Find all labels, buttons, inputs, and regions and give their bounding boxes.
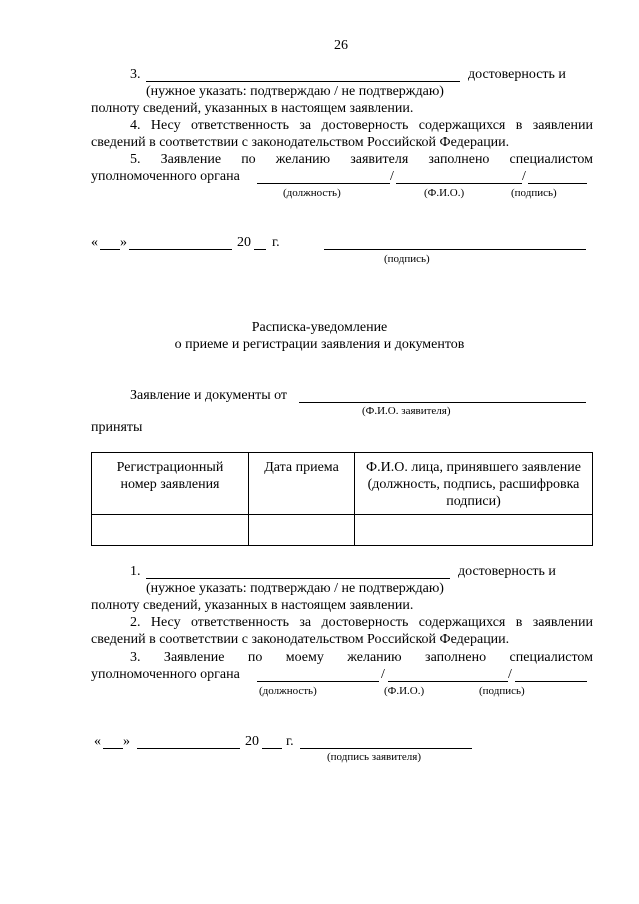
item-2-line1: 2. Несу ответственность за достоверность содержащихся в заявлении — [130, 615, 593, 630]
item-1-number: 1. — [130, 564, 141, 579]
slash-3: / — [381, 667, 385, 682]
item-2-line2: сведений в соответствии с законодательством Российской Федерации. — [91, 632, 510, 647]
signature-blank-line-2 — [515, 681, 587, 682]
receipt-title: Расписка-уведомление — [251, 320, 388, 335]
date-year-line — [254, 249, 266, 250]
item-3-number: 3. — [130, 67, 141, 82]
signature-line-label: (подпись) — [384, 253, 430, 265]
item-3b-line1: 3. Заявление по моему желанию заполнено специалистом — [130, 650, 593, 665]
from-text: Заявление и документы от — [130, 388, 288, 403]
date-year-2: 20 — [245, 734, 259, 749]
receipt-subtitle: о приеме и регистрации заявления и документов — [174, 337, 465, 352]
applicant-signature-label: (подпись заявителя) — [327, 751, 422, 763]
registration-table — [91, 452, 593, 546]
date-year-line-2 — [262, 748, 282, 749]
header-date — [249, 453, 355, 515]
date-year: 20 — [237, 235, 251, 250]
item-1-tail: достоверность и — [458, 564, 556, 579]
position-blank-line-2 — [257, 681, 379, 682]
applicant-signature-line — [300, 748, 472, 749]
item-3-continuation: полноту сведений, указанных в настоящем заявлении. — [91, 101, 414, 116]
signature-label: (подпись) — [511, 187, 557, 199]
fio-blank-line-2 — [388, 681, 508, 682]
date-month-line-2 — [137, 748, 240, 749]
item-1-continuation: полноту сведений, указанных в настоящем заявлении. — [91, 598, 414, 613]
signature-blank-line — [528, 183, 587, 184]
date-day-line-2 — [103, 748, 123, 749]
slash-1: / — [390, 169, 394, 184]
header-reg-number — [92, 453, 249, 515]
position-blank-line — [257, 183, 390, 184]
fio-label: (Ф.И.О.) — [424, 187, 465, 199]
date-day-line — [100, 249, 120, 250]
header-receiver — [355, 453, 593, 515]
item-3b-line2: уполномоченного органа — [91, 667, 240, 682]
date-month-line — [129, 249, 232, 250]
date-open-quote-2: « — [94, 734, 101, 749]
date-close-quote-2: » — [123, 734, 130, 749]
cell-receiver — [355, 515, 593, 546]
date-close-quote: » — [120, 235, 127, 250]
page-number: 26 — [334, 38, 348, 53]
item-4-line2: сведений в соответствии с законодательством Российской Федерации. — [91, 135, 510, 150]
position-label: (должность) — [283, 187, 341, 199]
item-5-line1: 5. Заявление по желанию заявителя заполнено специалистом — [130, 152, 593, 167]
table-header-row — [92, 453, 593, 515]
accepted-text: приняты — [91, 420, 143, 435]
from-label: (Ф.И.О. заявителя) — [362, 405, 451, 417]
fio-blank-line — [396, 183, 522, 184]
header-date-text: Дата приема — [264, 460, 339, 475]
slash-4: / — [508, 667, 512, 682]
item-4-line1: 4. Несу ответственность за достоверность содержащихся в заявлении — [130, 118, 593, 133]
header-reg-number-text: Регистрационный номер заявления — [116, 460, 224, 492]
date-year-suffix-2: г. — [286, 734, 294, 749]
item-3-tail: достоверность и — [468, 67, 566, 82]
item-1-blank-line — [146, 578, 450, 579]
date-open-quote: « — [91, 235, 98, 250]
item-3-hint: (нужное указать: подтверждаю / не подтверждаю) — [146, 84, 444, 99]
from-blank-line — [299, 402, 586, 403]
cell-date — [249, 515, 355, 546]
header-receiver-text: Ф.И.О. лица, принявшего заявление (должность, подпись, расшифровка подписи) — [366, 460, 581, 509]
table-row — [92, 515, 593, 546]
item-3-blank-line — [146, 81, 460, 82]
position-label-2: (должность) — [259, 685, 317, 697]
cell-reg-number — [92, 515, 249, 546]
date-year-suffix: г. — [272, 235, 280, 250]
signature-label-2: (подпись) — [479, 685, 525, 697]
signature-line — [324, 249, 586, 250]
slash-2: / — [522, 169, 526, 184]
item-5-line2: уполномоченного органа — [91, 169, 240, 184]
fio-label-2: (Ф.И.О.) — [384, 685, 425, 697]
item-1-hint: (нужное указать: подтверждаю / не подтверждаю) — [146, 581, 444, 596]
